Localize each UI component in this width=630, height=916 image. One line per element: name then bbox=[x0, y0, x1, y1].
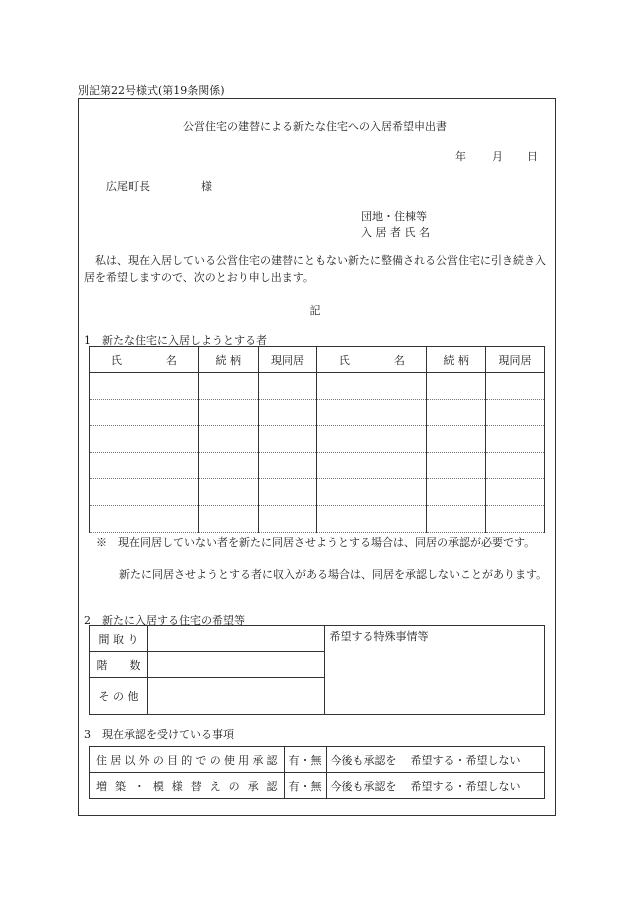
table-cell[interactable] bbox=[486, 506, 545, 533]
table-cell[interactable] bbox=[258, 453, 317, 479]
table-cell[interactable] bbox=[427, 373, 486, 400]
layout-label: 間 取 り bbox=[90, 626, 148, 652]
table-cell[interactable] bbox=[486, 479, 545, 506]
table-row bbox=[90, 773, 545, 799]
col-cohabit-2: 現同居 bbox=[486, 347, 545, 373]
col-name-2: 氏 名 bbox=[317, 347, 427, 373]
approval-label: 増築・模様替えの承認 bbox=[90, 773, 285, 799]
table-cell[interactable] bbox=[198, 453, 258, 479]
table-cell[interactable] bbox=[486, 426, 545, 453]
other-field[interactable] bbox=[147, 678, 325, 715]
table-row bbox=[90, 747, 545, 773]
table-cell[interactable] bbox=[486, 373, 545, 400]
layout-field[interactable] bbox=[147, 626, 325, 652]
table-row bbox=[90, 479, 545, 506]
col-relation-1: 続 柄 bbox=[198, 347, 258, 373]
date-year: 年 bbox=[455, 150, 466, 163]
table-cell[interactable] bbox=[486, 400, 545, 426]
approval-continue: 今後も承認を bbox=[330, 753, 397, 767]
table-row bbox=[90, 506, 545, 533]
applicant-complex-label: 団地・住棟等 bbox=[361, 210, 427, 223]
table-cell[interactable] bbox=[258, 400, 317, 426]
table-cell[interactable] bbox=[427, 453, 486, 479]
floor-label: 階 数 bbox=[90, 652, 148, 678]
table-cell[interactable] bbox=[198, 426, 258, 453]
col-name-1: 氏 名 bbox=[90, 347, 199, 373]
approval-status[interactable]: 有・無 bbox=[284, 747, 326, 773]
table-row bbox=[90, 373, 545, 400]
note-1: ※ 現在同居していない者を新たに同居させようとする場合は、同居の承認が必要です。 bbox=[96, 536, 536, 549]
table-cell[interactable] bbox=[317, 453, 427, 479]
table-cell[interactable] bbox=[427, 426, 486, 453]
table-cell[interactable] bbox=[486, 453, 545, 479]
addressee-name: 広尾町長 bbox=[106, 180, 150, 193]
applicant-name-label: 入 居 者 氏 名 bbox=[361, 226, 430, 239]
other-label: そ の 他 bbox=[90, 678, 148, 715]
table-cell[interactable] bbox=[258, 479, 317, 506]
occupants-header-row bbox=[90, 347, 545, 373]
approval-wish[interactable] bbox=[326, 773, 545, 799]
table-cell[interactable] bbox=[317, 373, 427, 400]
table-cell[interactable] bbox=[90, 400, 199, 426]
table-cell[interactable] bbox=[90, 373, 199, 400]
date-month: 月 bbox=[492, 150, 503, 163]
section3-heading: 3 現在承認を受けている事項 bbox=[84, 728, 234, 741]
occupants-table bbox=[89, 346, 545, 533]
table-row bbox=[90, 400, 545, 426]
approval-continue: 今後も承認を bbox=[330, 779, 397, 793]
form-label: 別記第22号様式(第19条関係) bbox=[78, 84, 225, 97]
approvals-table bbox=[89, 746, 545, 799]
floor-field[interactable] bbox=[147, 652, 325, 678]
table-cell[interactable] bbox=[427, 479, 486, 506]
table-cell[interactable] bbox=[198, 506, 258, 533]
table-row bbox=[90, 426, 545, 453]
approval-label: 住居以外の目的での使用承認 bbox=[90, 747, 285, 773]
approval-status[interactable]: 有・無 bbox=[284, 773, 326, 799]
col-relation-2: 続 柄 bbox=[427, 347, 486, 373]
body-paragraph: 私は、現在入居している公営住宅の建替にともない新たに整備される公営住宅に引き続き入居を希望しますので、次のとおり申し出ます。 bbox=[84, 254, 546, 284]
date-day: 日 bbox=[527, 150, 538, 163]
special-circumstances-label: 希望する特殊事情等 bbox=[329, 630, 429, 643]
addressee-honorific: 様 bbox=[201, 180, 212, 193]
note-2: 新たに同居させようとする者に収入がある場合は、同居を承認しないことがあります。 bbox=[119, 568, 548, 581]
special-circumstances-field[interactable] bbox=[325, 626, 545, 715]
table-cell[interactable] bbox=[258, 426, 317, 453]
table-cell[interactable] bbox=[427, 400, 486, 426]
table-cell[interactable] bbox=[90, 426, 199, 453]
table-cell[interactable] bbox=[90, 506, 199, 533]
section1-heading: 1 新たな住宅に入居しようとする者 bbox=[84, 334, 267, 347]
table-cell[interactable] bbox=[427, 506, 486, 533]
approval-choice[interactable]: 希望する・希望しない bbox=[410, 753, 521, 767]
approval-choice[interactable]: 希望する・希望しない bbox=[410, 779, 521, 793]
table-cell[interactable] bbox=[198, 479, 258, 506]
form-title: 公営住宅の建替による新たな住宅への入居希望申出書 bbox=[183, 120, 447, 133]
col-cohabit-1: 現同居 bbox=[258, 347, 317, 373]
table-cell[interactable] bbox=[317, 506, 427, 533]
table-cell[interactable] bbox=[198, 400, 258, 426]
table-cell[interactable] bbox=[258, 373, 317, 400]
table-row bbox=[90, 453, 545, 479]
table-cell[interactable] bbox=[90, 479, 199, 506]
housing-wish-table bbox=[89, 625, 545, 715]
table-cell[interactable] bbox=[90, 453, 199, 479]
table-cell[interactable] bbox=[258, 506, 317, 533]
table-cell[interactable] bbox=[317, 426, 427, 453]
table-cell[interactable] bbox=[317, 479, 427, 506]
table-cell[interactable] bbox=[198, 373, 258, 400]
section2-heading: 2 新たに入居する住宅の希望等 bbox=[84, 614, 245, 627]
ki-label: 記 bbox=[309, 304, 321, 317]
approval-wish[interactable] bbox=[326, 747, 545, 773]
table-cell[interactable] bbox=[317, 400, 427, 426]
